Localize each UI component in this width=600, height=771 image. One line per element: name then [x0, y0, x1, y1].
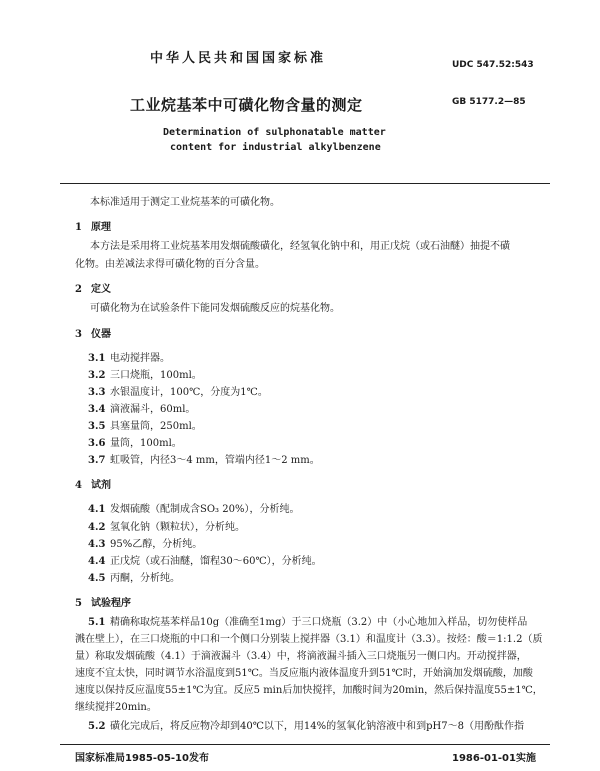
section-3-heading: [75, 325, 111, 340]
list-item: [88, 383, 268, 398]
list-item: [88, 518, 245, 533]
item-number: 3.7: [88, 455, 106, 466]
item-text: 量筒，100ml。: [110, 438, 182, 449]
item-text: 虹吸管，内径3～4 mm，管端内径1～2 mm。: [110, 455, 320, 466]
paragraph-line: 磺化完成后，将反应物冷却到40℃以下，用14%的氢氧化钠溶液中和到pH7～8（用酚酞作指: [110, 721, 524, 732]
section-number: 1: [75, 222, 82, 233]
item-number: 4.1: [88, 504, 106, 515]
section-2-line1: 可磺化物为在试验条件下能同发烟硫酸反应的烷基化物。: [90, 303, 340, 314]
list-item: [88, 535, 202, 550]
paragraph-line: 继续搅拌20min。: [75, 702, 157, 713]
item-text: 95%乙醇，分析纯。: [110, 539, 203, 550]
section-1-line2: 化物。由差减法求得可磺化物的百分含量。: [75, 259, 265, 270]
paragraph-line: 溅在壁上），在三口烧瓶的中口和一个侧口分别装上搅拌器（3.1）和温度计（3.3）。按烃：酸＝1:1.2（质: [75, 634, 543, 645]
publish-date: 国家标准局1985-05-10发布: [75, 753, 209, 764]
list-item: [88, 434, 182, 449]
paragraph-line: 精确称取烷基苯样品10g（准确至1mg）于三口烧瓶（3.2）中（小心地加入样品，切勿使样品: [110, 617, 528, 628]
list-item: [88, 500, 299, 515]
item-number: 4.2: [88, 522, 106, 533]
list-item: [88, 417, 202, 432]
section-4-heading: [75, 476, 111, 491]
item-text: 丙酮，分析纯。: [110, 573, 180, 584]
standard-name: 中华人民共和国国家标准: [150, 51, 327, 66]
section-title: 原理: [91, 222, 111, 233]
item-text: 发烟硫酸（配制成含SO₃ 20%），分析纯。: [110, 504, 300, 515]
item-text: 具塞量筒，250ml。: [110, 421, 202, 432]
bottom-divider: [60, 744, 550, 745]
gb-number: GB 5177.2—85: [452, 97, 526, 107]
section-number: 5: [75, 598, 82, 609]
section-title: 仪器: [91, 329, 111, 340]
section-title: 试验程序: [91, 598, 131, 609]
paragraph-line: 速度不宜太快，同时调节水浴温度到51℃。当反应瓶内液体温度升到51℃时，开始滴加发烟硫酸，加酸: [75, 668, 533, 679]
udc-code: UDC 547.52:543: [452, 60, 534, 70]
paragraph-line: 速度以保持反应温度55±1℃为宜。反应5 min后加快搅拌，加酸时间为20min，然后保持温度55±1℃，: [75, 685, 543, 696]
item-number: 4.5: [88, 573, 106, 584]
item-text: 滴液漏斗，60ml。: [110, 404, 196, 415]
list-item: [88, 349, 170, 364]
paragraph-number: 5.1: [88, 617, 106, 628]
list-item: [88, 366, 202, 381]
section-1-heading: [75, 218, 111, 233]
section-2-heading: [75, 280, 111, 295]
section-number: 3: [75, 329, 82, 340]
item-number: 3.2: [88, 370, 106, 381]
section-title: 试剂: [91, 480, 111, 491]
list-item: [88, 552, 322, 567]
item-number: 3.4: [88, 404, 106, 415]
item-text: 正戊烷（或石油醚，馏程30～60℃），分析纯。: [110, 556, 322, 567]
intro-text: 本标准适用于测定工业烷基苯的可磺化物。: [90, 197, 280, 208]
section-title: 定义: [91, 284, 111, 295]
item-number: 3.1: [88, 353, 106, 364]
paragraph-line: 量）称取发烟硫酸（4.1）于滴液漏斗（3.4）中，将滴液漏斗插入三口烧瓶另一侧口内。开动搅拌器，: [75, 651, 527, 662]
effective-date: 1986-01-01实施: [452, 753, 536, 764]
section-5-heading: [75, 594, 131, 609]
list-item: [88, 569, 180, 584]
paragraph-number: 5.2: [88, 721, 106, 732]
section-number: 4: [75, 480, 82, 491]
item-text: 水银温度计，100℃，分度为1℃。: [110, 387, 268, 398]
list-item: [88, 400, 195, 415]
page-title: 工业烷基苯中可磺化物含量的测定: [130, 96, 363, 114]
english-title-line1: Determination of sulphonatable matter: [163, 127, 386, 138]
item-number: 3.6: [88, 438, 106, 449]
item-number: 4.4: [88, 556, 106, 567]
item-text: 氢氧化钠（颗粒状），分析纯。: [110, 522, 245, 533]
item-text: 电动搅拌器。: [110, 353, 170, 364]
list-item: [88, 451, 320, 466]
item-text: 三口烧瓶，100ml。: [110, 370, 202, 381]
top-divider: [60, 183, 550, 184]
section-1-line1: 本方法是采用将工业烷基苯用发烟硫酸磺化，经氢氧化钠中和，用正戊烷（或石油醚）抽提不磺: [90, 241, 510, 252]
english-title-line2: content for industrial alkylbenzene: [170, 142, 381, 153]
section-number: 2: [75, 284, 82, 295]
item-number: 3.3: [88, 387, 106, 398]
item-number: 4.3: [88, 539, 106, 550]
item-number: 3.5: [88, 421, 106, 432]
